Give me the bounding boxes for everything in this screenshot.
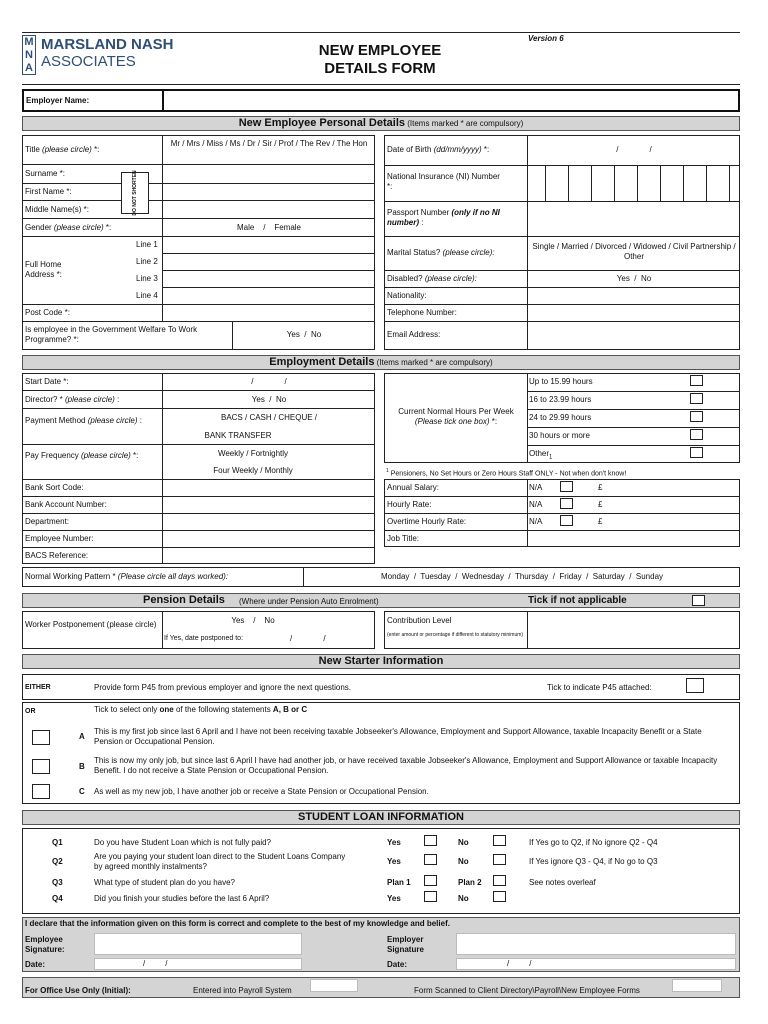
dob-field[interactable]: / / xyxy=(616,145,652,154)
welfare-label: Is employee in the Government Welfare To Work Programme? *: xyxy=(25,325,198,344)
q3-note: See notes overleaf xyxy=(529,878,596,887)
middle-names-label: Middle Name(s) *: xyxy=(25,205,90,214)
q3-number: Q3 xyxy=(52,878,63,887)
marital-label: Marital Status? (please circle): xyxy=(387,248,495,257)
dob-label: Date of Birth (dd/mm/yyyy) *: xyxy=(387,145,490,154)
q4-number: Q4 xyxy=(52,894,63,903)
employer-name-field[interactable] xyxy=(165,91,738,110)
sort-code-label: Bank Sort Code: xyxy=(25,483,84,492)
nationality-label: Nationality: xyxy=(387,291,427,300)
marital-options[interactable]: Single / Married / Divorced / Widowed / Civil Partnership / Other xyxy=(532,242,736,261)
q4-no-checkbox[interactable] xyxy=(493,891,506,902)
address-line-1-label: Line 1 xyxy=(136,240,158,249)
q2-no-checkbox[interactable] xyxy=(493,854,506,865)
postponement-label: Worker Postponement (please circle) xyxy=(25,620,157,629)
hours-option-3: 24 to 29.99 hours xyxy=(529,413,592,422)
director-label: Director? * (please circle) : xyxy=(25,395,120,404)
contribution-note: (enter amount or percentage if different to statutory minimum) xyxy=(387,632,524,638)
payment-method-label: Payment Method (please circle) : xyxy=(25,416,142,425)
pension-not-applicable-checkbox[interactable] xyxy=(692,595,705,606)
employer-date-separators: / / xyxy=(507,959,532,968)
statement-a-letter: A xyxy=(79,732,85,741)
version-label: Version 6 xyxy=(528,34,564,43)
q2-no-label: No xyxy=(458,857,469,866)
q3-text: What type of student plan do you have? xyxy=(94,878,235,887)
employee-date-separators: / / xyxy=(143,959,168,968)
employment-details-heading: Employment Details (Items marked * are compulsory) xyxy=(22,355,740,370)
q3-plan2-checkbox[interactable] xyxy=(493,875,506,886)
hours-footnote: $^1$ Pensioners, No Set Hours or Zero Hours Staff ONLY - Not when don't know! xyxy=(386,468,627,478)
start-date-field[interactable]: / / xyxy=(251,377,287,386)
start-date-label: Start Date *: xyxy=(25,377,69,386)
post-code-label: Post Code *: xyxy=(25,308,70,317)
employee-signature-field[interactable] xyxy=(94,933,302,955)
bacs-reference-label: BACS Reference: xyxy=(25,551,89,560)
statement-a-checkbox[interactable] xyxy=(32,730,50,745)
working-pattern-days[interactable]: Monday / Tuesday / Wednesday / Thursday / Friday / Saturday / Sunday xyxy=(380,572,664,581)
statement-c-checkbox[interactable] xyxy=(32,784,50,799)
logo-letter-m: M xyxy=(24,36,34,48)
overtime-na-label: N/A xyxy=(529,517,543,526)
hours-checkbox-3[interactable] xyxy=(690,411,703,422)
hours-checkbox-2[interactable] xyxy=(690,393,703,404)
postponed-date-field[interactable]: / / xyxy=(290,634,326,643)
q4-yes-checkbox[interactable] xyxy=(424,891,437,902)
department-label: Department: xyxy=(25,517,70,526)
salary-pound-sign: £ xyxy=(598,483,603,492)
form-title-line1: NEW EMPLOYEE xyxy=(318,42,442,59)
payment-options-line1[interactable]: BACS / CASH / CHEQUE / xyxy=(220,413,318,422)
hourly-na-checkbox[interactable] xyxy=(560,498,573,509)
q4-yes-label: Yes xyxy=(387,894,401,903)
scanned-label: Form Scanned to Client Directory\Payroll\New Employee Forms xyxy=(414,986,640,995)
payment-options-line2[interactable]: BANK TRANSFER xyxy=(204,431,272,440)
title-options[interactable]: Mr / Mrs / Miss / Ms / Dr / Sir / Prof / The Rev / The Hon xyxy=(170,139,368,148)
address-line-3-label: Line 3 xyxy=(136,274,158,283)
q4-text: Did you finish your studies before the last 6 April? xyxy=(94,894,270,903)
form-title-line2: DETAILS FORM xyxy=(324,60,436,77)
employee-date-label: Date: xyxy=(25,960,46,969)
statement-c-text: As well as my new job, I have another job or receive a State Pension or Occupational Pension. xyxy=(94,787,429,796)
do-not-shorten-note: DO NOT SHORTEN xyxy=(121,172,149,214)
declaration-text: I declare that the information given on this form is correct and complete to the best of my knowledge and belief. xyxy=(25,919,450,928)
pension-details-heading: Pension Details (Where under Pension Auto Enrolment) Tick if not applicable xyxy=(22,593,740,608)
either-text: Provide form P45 from previous employer and ignore the next questions. xyxy=(94,683,352,692)
working-pattern-label: Normal Working Pattern * (Please circle all days worked): xyxy=(25,572,229,581)
address-line-2-label: Line 2 xyxy=(136,257,158,266)
account-number-label: Bank Account Number: xyxy=(25,500,107,509)
disabled-options[interactable]: Yes / No xyxy=(616,274,652,283)
employer-signature-label: Employer Signature xyxy=(387,935,424,954)
salary-na-label: N/A xyxy=(529,483,543,492)
address-line-4-label: Line 4 xyxy=(136,291,158,300)
hourly-na-label: N/A xyxy=(529,500,543,509)
postponed-to-label: If Yes, date postponed to: xyxy=(164,635,244,642)
pay-frequency-label: Pay Frequency (please circle) *: xyxy=(25,451,139,460)
statement-b-letter: B xyxy=(79,762,85,771)
hours-option-1: Up to 15.99 hours xyxy=(529,377,593,386)
student-loan-heading: STUDENT LOAN INFORMATION xyxy=(22,810,740,825)
or-label: OR xyxy=(25,708,36,715)
employee-signature-label: Employee Signature: xyxy=(25,935,65,954)
payroll-initial-field[interactable] xyxy=(310,979,358,992)
welfare-options[interactable]: Yes / No xyxy=(286,330,322,339)
office-use-label: For Office Use Only (Initial): xyxy=(25,986,131,995)
salary-na-checkbox[interactable] xyxy=(560,481,573,492)
employer-date-field[interactable] xyxy=(456,958,736,970)
hours-option-2: 16 to 23.99 hours xyxy=(529,395,592,404)
q1-no-label: No xyxy=(458,838,469,847)
hours-checkbox-1[interactable] xyxy=(690,375,703,386)
q2-yes-label: Yes xyxy=(387,857,401,866)
q1-no-checkbox[interactable] xyxy=(493,835,506,846)
personal-left-table xyxy=(22,135,375,350)
overtime-na-checkbox[interactable] xyxy=(560,515,573,526)
gender-options[interactable]: Male / Female xyxy=(236,223,302,232)
employee-date-field[interactable] xyxy=(94,958,302,970)
q1-note: If Yes go to Q2, if No ignore Q2 - Q4 xyxy=(529,838,658,847)
company-logo xyxy=(22,35,36,75)
ni-number-boxes[interactable] xyxy=(527,165,740,201)
statement-b-checkbox[interactable] xyxy=(32,759,50,774)
job-title-label: Job Title: xyxy=(387,534,420,543)
either-label: EITHER xyxy=(25,684,51,691)
company-name-line2: ASSOCIATES xyxy=(41,53,136,70)
overtime-rate-label: Overtime Hourly Rate: xyxy=(387,517,467,526)
logo-letter-a: A xyxy=(25,62,33,74)
title-label: Title (please circle) *: xyxy=(25,145,100,154)
employee-number-label: Employee Number: xyxy=(25,534,94,543)
payroll-entry-label: Entered into Payroll System xyxy=(193,986,292,995)
email-label: Email Address: xyxy=(387,330,441,339)
q2-yes-checkbox[interactable] xyxy=(424,854,437,865)
address-label: Full Home Address *: xyxy=(25,260,62,279)
annual-salary-label: Annual Salary: xyxy=(387,483,440,492)
director-options[interactable]: Yes / No xyxy=(251,395,287,404)
q1-text: Do you have Student Loan which is not fully paid? xyxy=(94,838,272,847)
q1-yes-checkbox[interactable] xyxy=(424,835,437,846)
contribution-label: Contribution Level xyxy=(387,616,452,625)
p45-checkbox[interactable] xyxy=(686,678,704,693)
q2-number: Q2 xyxy=(52,857,63,866)
q3-plan1-checkbox[interactable] xyxy=(424,875,437,886)
statement-a-text: This is my first job since last 6 April and I have not been receiving taxable Jobseeker's Allowance, Employment and Support Allowance, taxable Incapacity Benefit or a State Pension or Occupational Pension. xyxy=(94,727,702,746)
new-starter-heading: New Starter Information xyxy=(22,654,740,669)
hours-option-5: Other$_1$ xyxy=(529,449,553,461)
telephone-label: Telephone Number: xyxy=(387,308,457,317)
hourly-rate-label: Hourly Rate: xyxy=(387,500,432,509)
q1-number: Q1 xyxy=(52,838,63,847)
surname-label: Surname *: xyxy=(25,169,66,178)
q4-no-label: No xyxy=(458,894,469,903)
postponement-options[interactable]: Yes / No xyxy=(231,616,275,625)
hours-checkbox-5[interactable] xyxy=(690,447,703,458)
statement-c-letter: C xyxy=(79,787,85,796)
q1-yes-label: Yes xyxy=(387,838,401,847)
employer-name-label: Employer Name: xyxy=(26,96,90,105)
gender-label: Gender (please circle) *: xyxy=(25,223,112,232)
q2-note: If Yes ignore Q3 - Q4, if No go to Q3 xyxy=(529,857,658,866)
q2-text: Are you paying your student loan direct to the Student Loans Company by agreed monthly instalments? xyxy=(94,852,346,871)
hours-option-4: 30 hours or more xyxy=(529,431,590,440)
first-name-label: First Name *: xyxy=(25,187,72,196)
p45-tick-label: Tick to indicate P45 attached: xyxy=(547,683,652,692)
disabled-label: Disabled? (please circle): xyxy=(387,274,477,283)
passport-label: Passport Number (only if no NI number) : xyxy=(387,208,500,227)
hours-label: Current Normal Hours Per Week (Please tick one box) *: xyxy=(398,407,514,426)
employer-date-label: Date: xyxy=(387,960,408,969)
personal-details-heading: New Employee Personal Details (Items marked * are compulsory) xyxy=(22,116,740,131)
hours-checkbox-4[interactable] xyxy=(690,429,703,440)
logo-letter-n: N xyxy=(25,49,33,61)
employer-signature-field[interactable] xyxy=(456,933,736,955)
pay-frequency-line1[interactable]: Weekly / Fortnightly xyxy=(217,449,289,458)
q3-plan1-label: Plan 1 xyxy=(387,878,411,887)
statement-b-text: This is now my only job, but since last 6 April I have had another job, or have received taxable Jobseeker's Allowance, Employment and Support Allowance or taxable Incapacity Benefit. I do not receive a State Pension or Occupational Pension. xyxy=(94,756,718,775)
company-name-line1: MARSLAND NASH xyxy=(41,36,174,53)
pay-frequency-line2[interactable]: Four Weekly / Monthly xyxy=(213,466,293,475)
q3-plan2-label: Plan 2 xyxy=(458,878,482,887)
hourly-pound-sign: £ xyxy=(598,500,603,509)
scanned-initial-field[interactable] xyxy=(672,979,722,992)
overtime-pound-sign: £ xyxy=(598,517,603,526)
ni-label: National Insurance (NI) Number *: xyxy=(387,172,500,191)
or-text: Tick to select only one of the following statements A, B or C xyxy=(94,705,308,714)
